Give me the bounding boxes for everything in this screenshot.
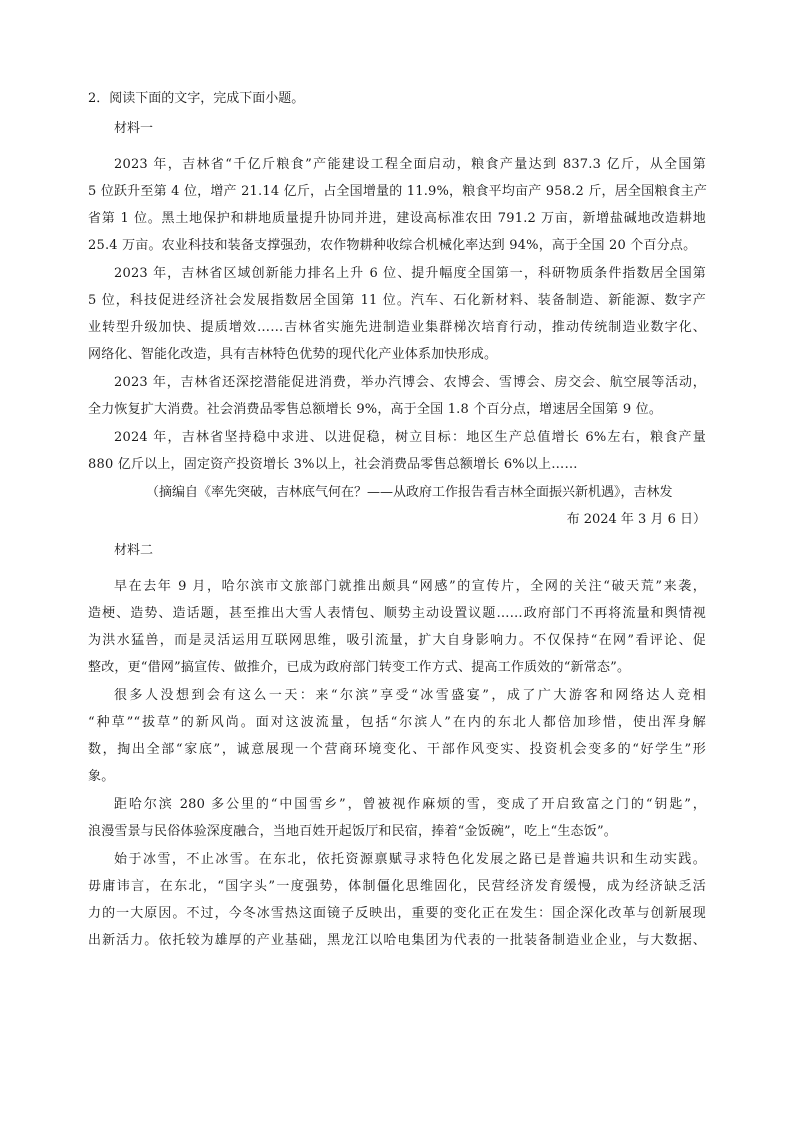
text-line: 距哈尔滨 280 多公里的“中国雪乡”，曾被视作麻烦的雪，变成了开启致富之门的“钥匙”， <box>114 797 706 812</box>
material-1-paragraph-2 <box>88 260 706 368</box>
text-line: 造梗、造势、造话题，甚至推出大雪人表情包、顺势主动设置议题……政府部门不再将流量和舆情视 <box>88 606 706 621</box>
material-2-paragraph-4 <box>88 846 706 954</box>
text-line: 5 位跃升至第 4 位，增产 21.14 亿斤，占全国增量的 11.9%，粮食平均亩产 958.2 斤，居全国粮食主产 <box>88 184 708 199</box>
text-line: 5 位，科技促进经济社会发展指数居全国第 11 位。汽车、石化新材料、装备制造、新能源、数字产 <box>88 293 706 308</box>
text-line: 早在去年 9 月，哈尔滨市文旅部门就推出颇具“网感”的宣传片，全网的关注“破天荒”来袭， <box>114 579 706 594</box>
text-line: 2023 年，吉林省“千亿斤粮食”产能建设工程全面启动，粮食产量达到 837.3 亿斤，从全国第 <box>114 157 706 172</box>
material-1-paragraph-3 <box>88 369 706 423</box>
text-line: 省第 1 位。黑土地保护和耕地质量提升协同并进，建设高标准农田 791.2 万亩，新增盐碱地改造耕地 <box>88 211 706 226</box>
text-line: 2024 年，吉林省坚持稳中求进、以进促稳，树立目标：地区生产总值增长 6%左右，粮食产量 <box>114 430 706 445</box>
text-line: 业转型升级加快、提质增效……吉林省实施先进制造业集群梯次培育行动，推动传统制造业数字化、 <box>88 320 706 335</box>
text-line: 很多人没想到会有这么一天：来“尔滨”享受“冰雪盛宴”，成了广大游客和网络达人竞相 <box>114 688 706 703</box>
text-line: 力的一大原因。不过，今冬冰雪热这面镜子反映出，重要的变化正在发生：国企深化改革与创新展现 <box>88 906 706 921</box>
material-1-paragraph-1 <box>88 151 706 259</box>
text-line: 为洪水猛兽，而是灵活运用互联网思维，吸引流量，扩大自身影响力。不仅保持“在网”看评论、促 <box>88 633 706 648</box>
material-2-paragraph-1 <box>88 573 706 681</box>
text-line: 25.4 万亩。农业科技和装备支撑强劲，农作物耕种收综合机械化率达到 94%，高于全国 20 个百分点。 <box>88 238 697 253</box>
text-line: 浪漫雪景与民俗体验深度融合，当地百姓开起饭厅和民宿，捧着“金饭碗”，吃上“生态饭”。 <box>88 824 617 839</box>
material-1-paragraph-4 <box>88 424 706 478</box>
material-2-paragraph-2 <box>88 682 706 790</box>
text-line: 毋庸讳言，在东北，“国字头”一度强势，体制僵化思维固化，民营经济发育缓慢，成为经济缺乏活 <box>88 879 706 894</box>
text-line: “种草”“拔草”的新风尚。面对这波流量，包括“尔滨人”在内的东北人都倍加珍惜，使出浑身解 <box>88 715 706 730</box>
text-line: 象。 <box>88 769 115 784</box>
text-line: 2023 年，吉林省还深挖潜能促进消费，举办汽博会、农博会、雪博会、房交会、航空展等活动， <box>114 375 706 390</box>
text-line: 880 亿斤以上，固定资产投资增长 3%以上，社会消费品零售总额增长 6%以上…… <box>88 457 578 472</box>
material-2-paragraph-3 <box>88 791 706 845</box>
text-line: 网络化、智能化改造，具有吉林特色优势的现代化产业体系加快形成。 <box>88 347 498 362</box>
text-line: 数，掏出全部“家底”，诚意展现一个营商环境变化、干部作风变实、投资机会变多的“好学生”形 <box>88 742 706 757</box>
text-line: 2023 年，吉林省区域创新能力排名上升 6 位、提升幅度全国第一，科研物质条件指数居全国第 <box>114 266 706 281</box>
material-1-title: 材料一 <box>114 121 154 136</box>
text-line: 始于冰雪，不止冰雪。在东北，依托资源禀赋寻求特色化发展之路已是普遍共识和生动实践。 <box>114 852 706 867</box>
text-line: 全力恢复扩大消费。社会消费品零售总额增长 9%，高于全国 1.8 个百分点，增速居全国第 9 位。 <box>88 402 663 417</box>
text-line: 出新活力。依托较为雄厚的产业基础，黑龙江以哈电集团为代表的一批装备制造业企业，与大数据、 <box>88 933 706 948</box>
material-1-source <box>88 479 706 533</box>
material-2-title: 材料二 <box>114 543 154 558</box>
question-heading: 2．阅读下面的文字，完成下面小题。 <box>88 91 305 106</box>
text-line: 整改，更“借网”搞宣传、做推介，已成为政府部门转变工作方式、提高工作质效的“新常态”。 <box>88 660 631 675</box>
source-line: （摘编自《率先突破，吉林底气何在？——从政府工作报告看吉林全面振兴新机遇》，吉林发 <box>146 485 673 500</box>
source-line: 布 2024 年 3 月 6 日） <box>566 512 706 527</box>
